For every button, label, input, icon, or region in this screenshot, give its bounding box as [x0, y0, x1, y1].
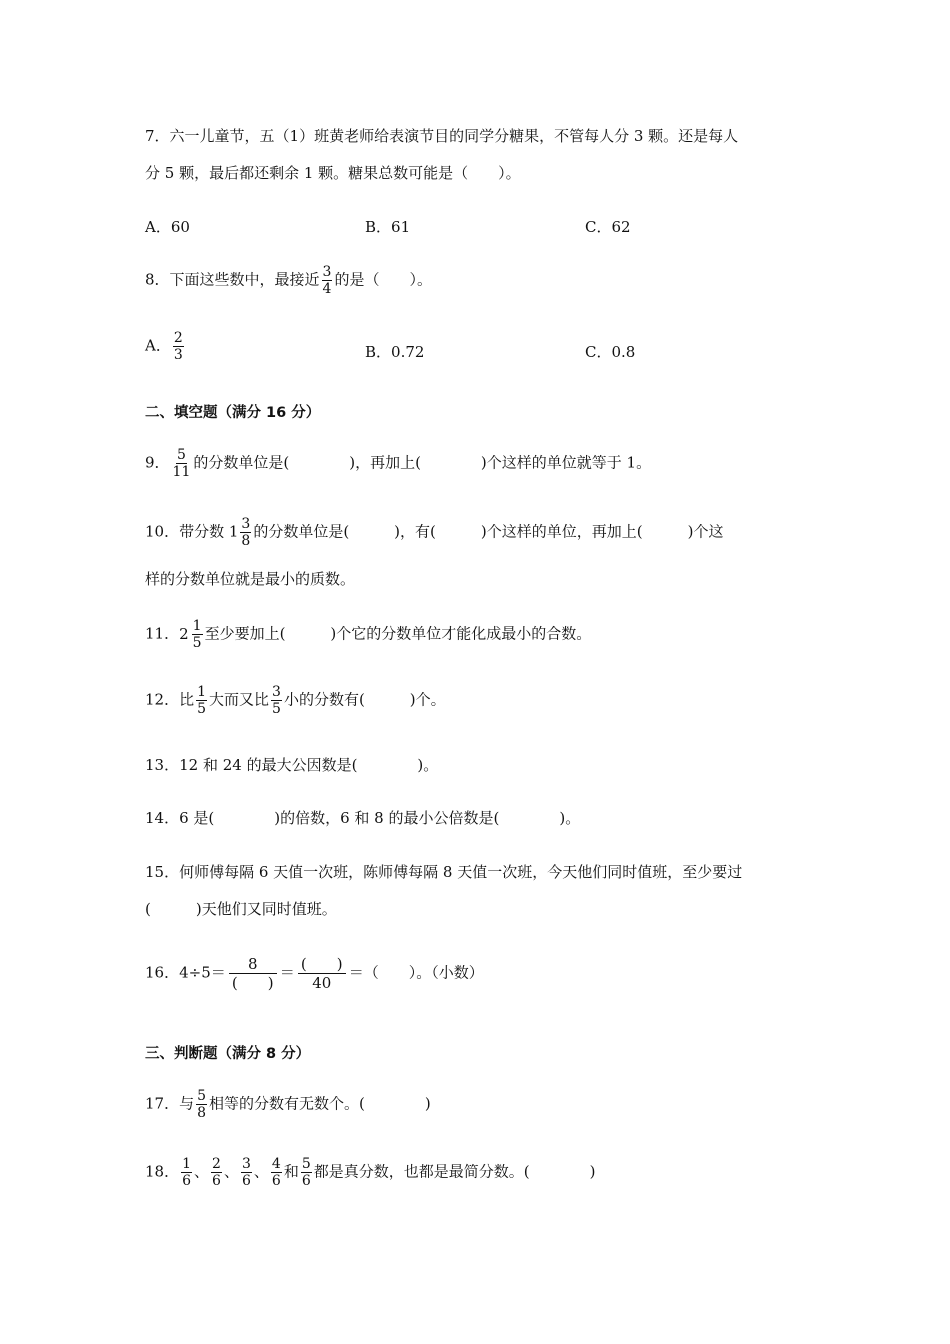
q17-fraction: $\frac{5}{8}$: [197, 1088, 207, 1122]
q8-fraction: $\frac{3}{4}$: [322, 264, 332, 298]
q18-fraction-1: $\frac{1}{6}$: [182, 1156, 192, 1190]
q11-fraction: $\frac{1}{5}$: [192, 618, 202, 652]
q8-line: [145, 264, 432, 297]
section-2-heading: 二、填空题（满分 16 分）: [145, 405, 321, 421]
q7-option-b: B．61: [365, 218, 411, 236]
q7-line1: 7．六一儿童节，五（1）班黄老师给表演节目的同学分糖果，不管每人分 3 颗。还是每人: [145, 127, 739, 145]
q8-option-a-fraction: $\frac{2}{3}$: [173, 330, 183, 364]
q9-line: 9． $\frac{5}{11}$ 的分数单位是( )，再加上( )个这样的单位就等于 1。: [145, 447, 652, 481]
q18-fraction-3: $\frac{3}{6}$: [241, 1156, 251, 1190]
q18-fraction-5: $\frac{5}{6}$: [301, 1156, 311, 1190]
q12-line: 12．比 $\frac{1}{5}$ 大而又比 $\frac{3}{5}$ 小的分数有( )个。: [145, 684, 446, 718]
q16-line: 16．4÷5＝ 8 ( ) ＝ ( ) 40 ＝（ ）。（小数）: [145, 955, 484, 992]
q11-line: 11．2 $\frac{1}{5}$ 至少要加上( )个它的分数单位才能化成最小的合数。: [145, 618, 592, 652]
q10-fraction: $\frac{3}{8}$: [241, 516, 251, 550]
q17-line: 17．与 $\frac{5}{8}$ 相等的分数有无数个。( ): [145, 1088, 431, 1122]
q16-fraction-1: 8 ( ): [229, 955, 277, 992]
q16-fraction-2: ( ) 40: [298, 955, 346, 992]
q7-line2: 分 5 颗，最后都还剩余 1 颗。糖果总数可能是（ ）。: [145, 164, 521, 182]
q9-fraction: $\frac{5}{11}$: [172, 447, 191, 481]
q7-option-a: A．60: [145, 218, 190, 236]
q18-line: 18． $\frac{1}{6}$ 、 $\frac{2}{6}$ 、 $\frac{3}{6}$ 、 $\frac{4}{6}$ 和 $\frac{5}{6}$ 都是真分数，也都是最简分数。( ): [145, 1156, 596, 1190]
section-3-heading: 三、判断题（满分 8 分）: [145, 1046, 311, 1062]
q14-line: 14．6 是( )的倍数，6 和 8 的最小公倍数是( )。: [145, 809, 581, 827]
q7-option-c: C．62: [585, 218, 631, 236]
q18-fraction-4: $\frac{4}{6}$: [271, 1156, 281, 1190]
q15-line1: 15．何师傅每隔 6 天值一次班，陈师傅每隔 8 天值一次班，今天他们同时值班，至少要过: [145, 863, 743, 881]
q13-line: 13．12 和 24 的最大公因数是( )。: [145, 756, 439, 774]
q10-line1: 10．带分数 1 $\frac{3}{8}$ 的分数单位是( )，有( )个这样的单位，再加上( )个这: [145, 516, 724, 550]
q12-fraction-2: $\frac{3}{5}$: [272, 684, 281, 718]
q8-prefix: 8．下面这些数中，最接近: [145, 270, 320, 289]
q8-suffix: 的是（ ）。: [334, 270, 432, 289]
q12-fraction-1: $\frac{1}{5}$: [197, 684, 207, 718]
q8-option-b: B．0.72: [365, 343, 425, 361]
q15-line2: ( )天他们又同时值班。: [145, 900, 337, 918]
q8-option-c: C．0.8: [585, 343, 636, 361]
q8-option-a: A． $\frac{2}{3}$: [145, 330, 183, 364]
q10-line2: 样的分数单位就是最小的质数。: [145, 570, 356, 588]
q18-fraction-2: $\frac{2}{6}$: [212, 1156, 221, 1190]
